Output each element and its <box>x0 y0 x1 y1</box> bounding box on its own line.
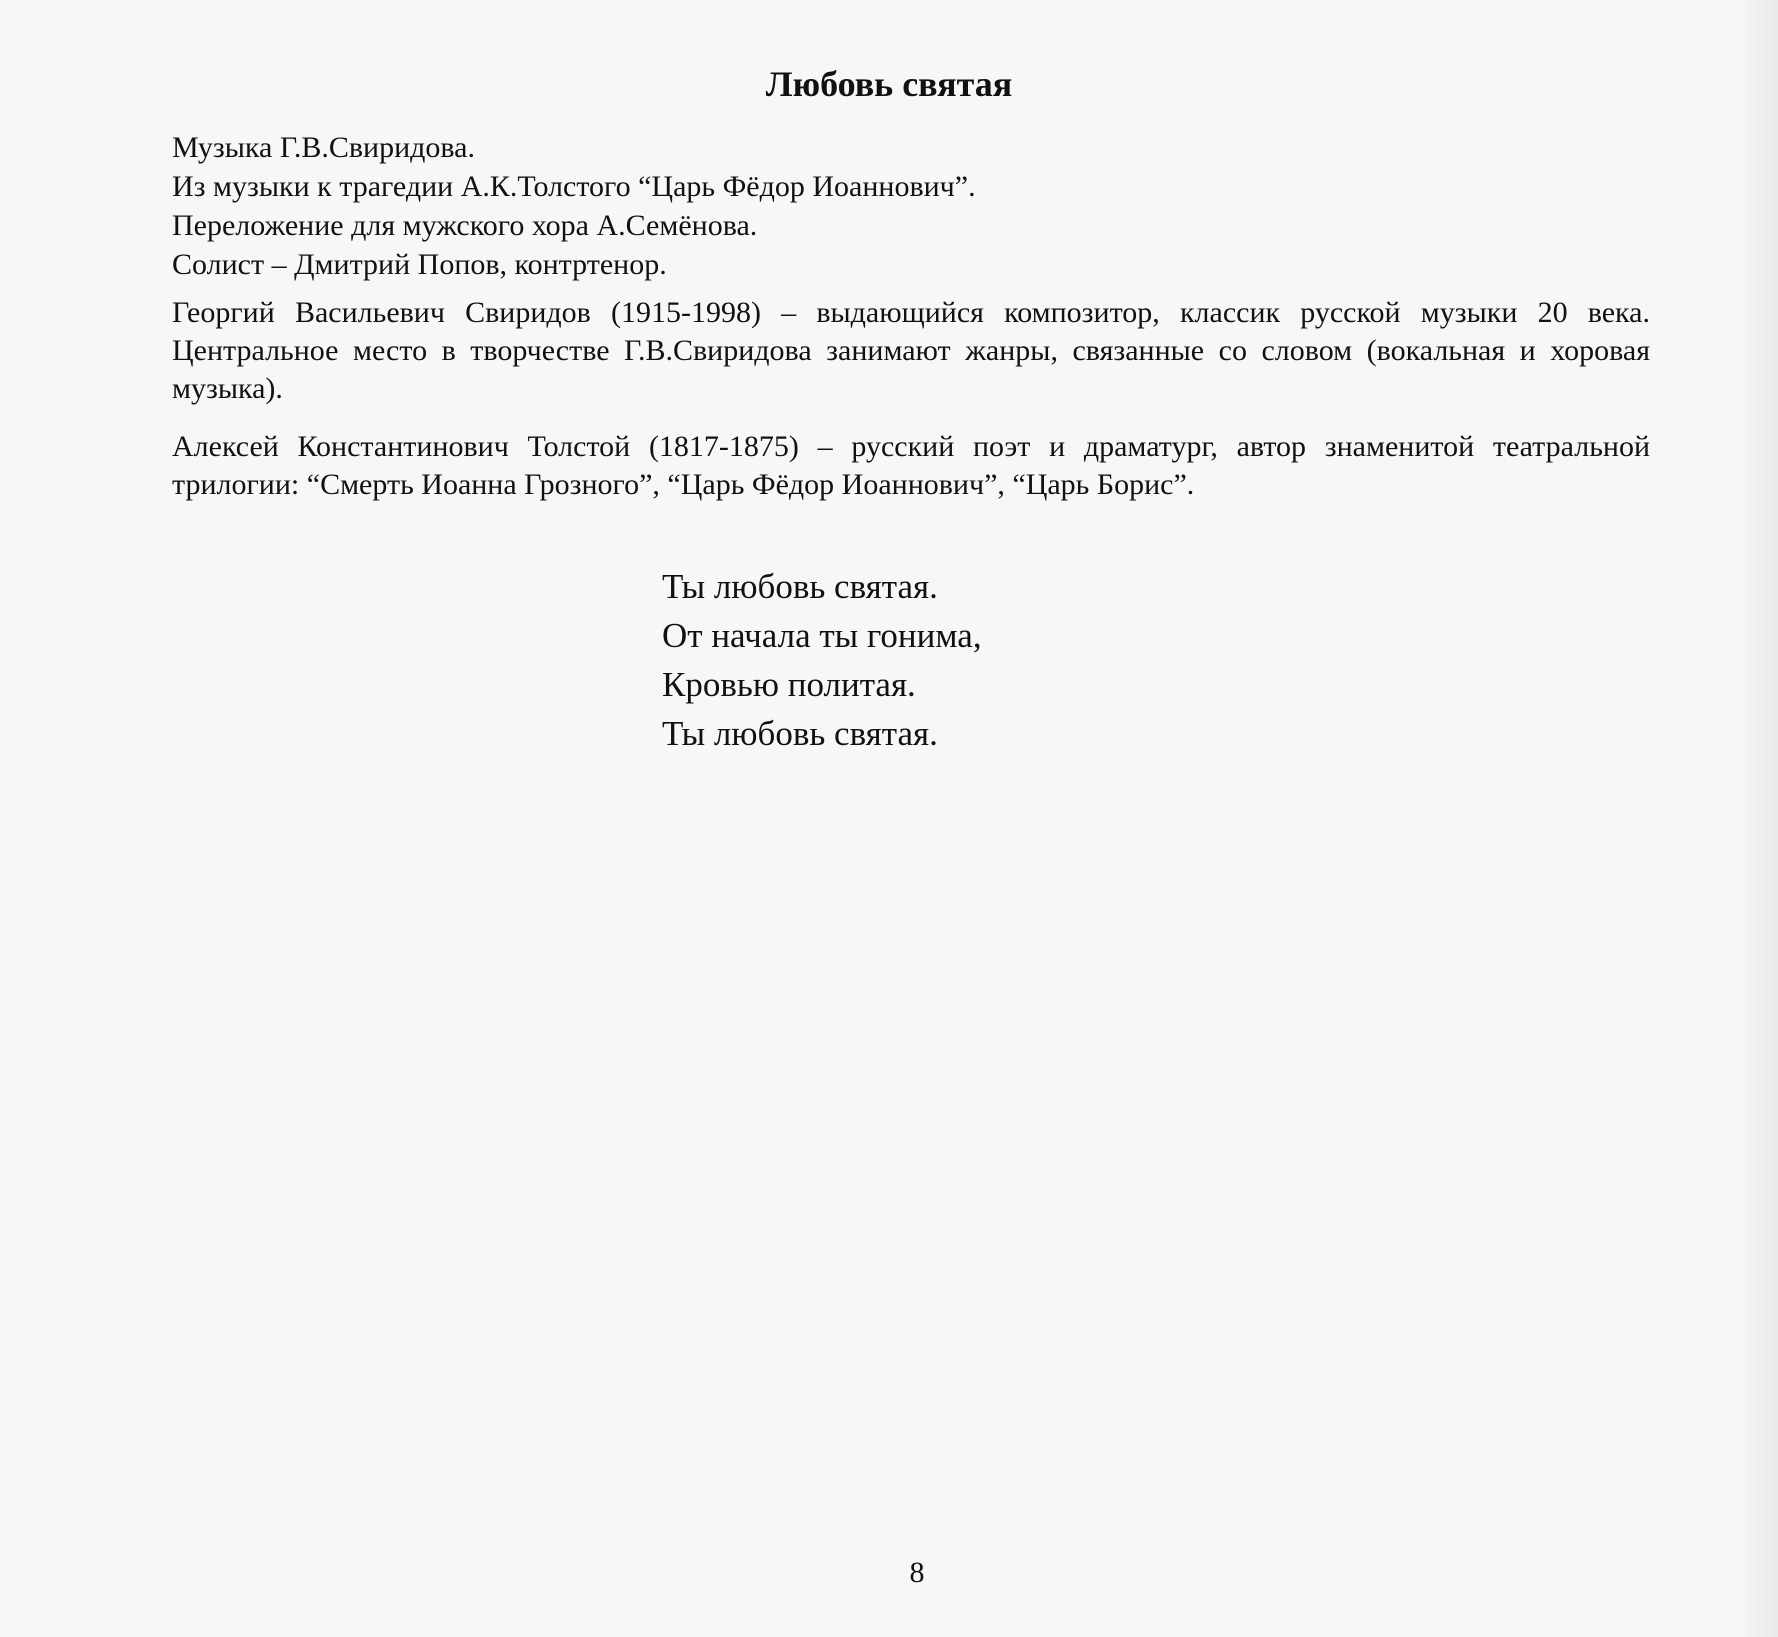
credit-line: Музыка Г.В.Свиридова. <box>172 131 475 164</box>
credit-line: Переложение для мужского хора А.Семёнова. <box>172 209 758 242</box>
lyric-line: От начала ты гонима, <box>662 616 982 655</box>
bio-tolstoy: Алексей Константинович Толстой (1817-1875) – русский поэт и драматург, автор знаменитой театральной трилогии: “Смерть Иоанна Грозного”, “Царь Фёдор Иоаннович”, “Царь Борис”. <box>172 430 1650 501</box>
credit-line: Из музыки к трагедии А.К.Толстого “Царь Фёдор Иоаннович”. <box>172 170 976 203</box>
page-number: 8 <box>909 1556 925 1589</box>
lyric-line: Кровью политая. <box>662 665 916 704</box>
bio-sviridov: Георгий Васильевич Свиридов (1915-1998) – выдающийся композитор, классик русской музыки 20 века. Центральное место в творчестве Г.В.Свиридова занимают жанры, связанные со словом (вокальная и хоровая музыка). <box>172 296 1650 405</box>
page-edge-shadow <box>1738 0 1778 1637</box>
credit-line: Солист – Дмитрий Попов, контртенор. <box>172 248 667 281</box>
page-title: Любовь святая <box>765 64 1013 104</box>
lyrics-stanza <box>662 562 982 758</box>
lyric-line: Ты любовь святая. <box>662 714 938 753</box>
credits-block <box>172 128 1672 284</box>
lyric-line: Ты любовь святая. <box>662 567 938 606</box>
